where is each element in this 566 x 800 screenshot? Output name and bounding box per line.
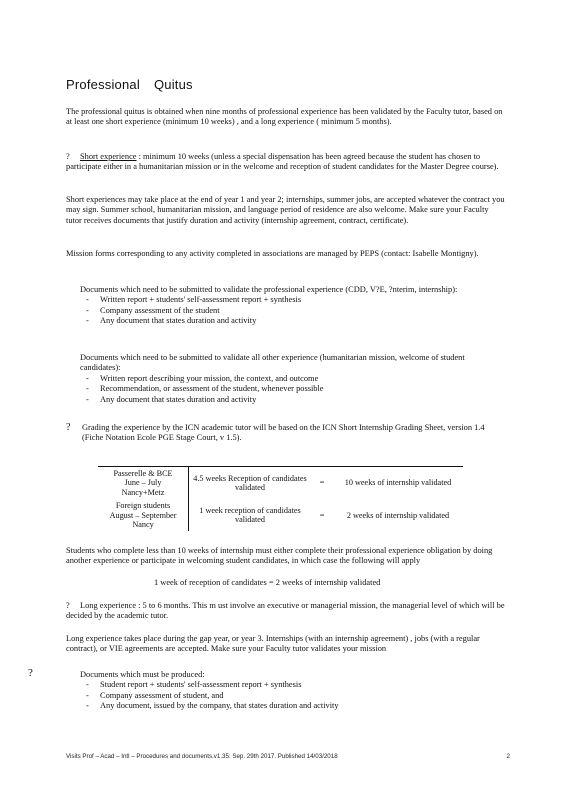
docs-professional-block: [66, 285, 506, 327]
table-cell-line: August – September: [109, 510, 177, 520]
list-item: - Any document that states duration and activity: [66, 395, 506, 405]
short-experience-marker: ?: [66, 152, 70, 161]
table-cell-line: Foreign students: [115, 501, 171, 511]
mission-forms-paragraph: Mission forms corresponding to any activity completed in associations are managed by PEPS (contact: Isabelle Montigny).: [66, 249, 479, 258]
list-item: - Company assessment of the student: [66, 306, 506, 316]
long-experience-paragraph: [66, 601, 506, 622]
title-word-2: Quitus: [153, 77, 193, 92]
table-cell-right: 2 weeks of internship validated: [346, 510, 450, 520]
less-than-paragraph: Students who complete less than 10 weeks of internship must either complete their professional experience obligation by doing another experience or participate in welcoming student candidates, in which case the following will apply: [66, 546, 493, 566]
long-timing-paragraph: Long experience takes place during the gap year, or year 3. Internships (with an internship agreement) , jobs (with a regular contract), or VIE agreements are accepted. Make sure your Faculty tutor validates your mission: [66, 634, 480, 654]
grading-table: [98, 466, 463, 531]
docs-other-block: [66, 353, 506, 405]
list-item: - Company assessment of student, and: [66, 691, 506, 701]
grading-block: [66, 423, 506, 444]
table-cell-left: [98, 467, 189, 500]
list-item: - Written report describing your mission, the context, and outcome: [66, 374, 506, 384]
short-experience-text: : minimum 10 weeks (unless a special dispensation has been agreed because the student has chosen to participate either in a humanitarian mission or in the welcome and reception of student candidates for the Master Degree course).: [66, 152, 499, 172]
docs-long-block: [66, 670, 506, 712]
table-cell-line: Passerelle & BCE: [113, 469, 173, 478]
long-experience-marker: ?: [66, 601, 70, 610]
list-item: - Written report + students' self-assessment report + synthesis: [66, 295, 506, 305]
grading-marker: ?: [66, 422, 71, 433]
docs-long-lead: Documents which must be produced:: [80, 670, 205, 679]
table-cell-mid: 4.5 weeks Reception of candidates validated: [189, 467, 312, 500]
margin-marker: ?: [28, 667, 33, 679]
table-cell-line: Nancy: [132, 520, 154, 530]
table-cell-eq: =: [319, 510, 325, 520]
intro-paragraph: The professional quitus is obtained when nine months of professional experience has been validated by the Faculty tutor, based on at least one short experience (minimum 10 weeks) , and a long experience ( minimum 5 months).: [66, 107, 503, 127]
short-experience-paragraph: [66, 152, 506, 173]
table-row: [98, 499, 463, 531]
table-cell-left: [98, 499, 189, 531]
docs-other-list: [66, 374, 506, 405]
docs-other-lead: Documents which need to be submitted to validate all other experience (humanitarian mission, welcome of student candidates):: [80, 353, 465, 373]
less-than-rule: 1 week of reception of candidates = 2 weeks of internship validated: [154, 578, 381, 587]
title-word-1: Professional: [66, 77, 140, 92]
list-item: - Recommendation, or assessment of the student, whenever possible: [66, 384, 506, 394]
table-cell-mid: 1 week reception of candidates validated: [199, 505, 301, 525]
docs-professional-list: [66, 295, 506, 326]
short-timing-paragraph: Short experiences may take place at the end of year 1 and year 2; internships, summer jobs, are accepted whatever the contract you may sign. Summer school, humanitarian mission, and language period of residence are also welcome. Make sure your Faculty tutor receives documents that justify duration and activity (internship agreement, contract, certificate).: [66, 195, 505, 225]
list-item: - Any document that states duration and activity: [66, 316, 506, 326]
page-title: [66, 77, 193, 92]
table-row: [98, 467, 463, 500]
list-item: - Any document, issued by the company, that states duration and activity: [66, 701, 506, 711]
table-cell-line: Nancy+Metz: [121, 487, 165, 497]
page-number: 2: [506, 753, 510, 760]
docs-professional-lead: Documents which need to be submitted to validate the professional experience (CDD, V?E, ?nterim, internship):: [80, 285, 458, 294]
table-cell-right: 10 weeks of internship validated: [333, 467, 463, 500]
long-experience-text: Long experience : 5 to 6 months. This m ust involve an executive or managerial mission, the managerial level of which will be decided by the academic tutor.: [66, 601, 505, 621]
table-cell-eq: =: [311, 467, 333, 500]
docs-long-list: [66, 680, 506, 711]
table-cell-line: June – July: [124, 478, 162, 488]
footer-text: Visits Prof – Acad – Intl – Procedures and documents.v1.35: Sep. 29th 2017. Published 14/03/2018: [66, 753, 338, 760]
grading-text: Grading the experience by the ICN academic tutor will be based on the ICN Short Internship Grading Sheet, version 1.4 (Fiche Notation Ecole PGE Stage Court, v 1.5).: [82, 423, 485, 443]
short-experience-label: Short experience: [80, 152, 137, 161]
list-item: - Student report + students' self-assessment report + synthesis: [66, 680, 506, 690]
page-footer: [66, 753, 510, 760]
